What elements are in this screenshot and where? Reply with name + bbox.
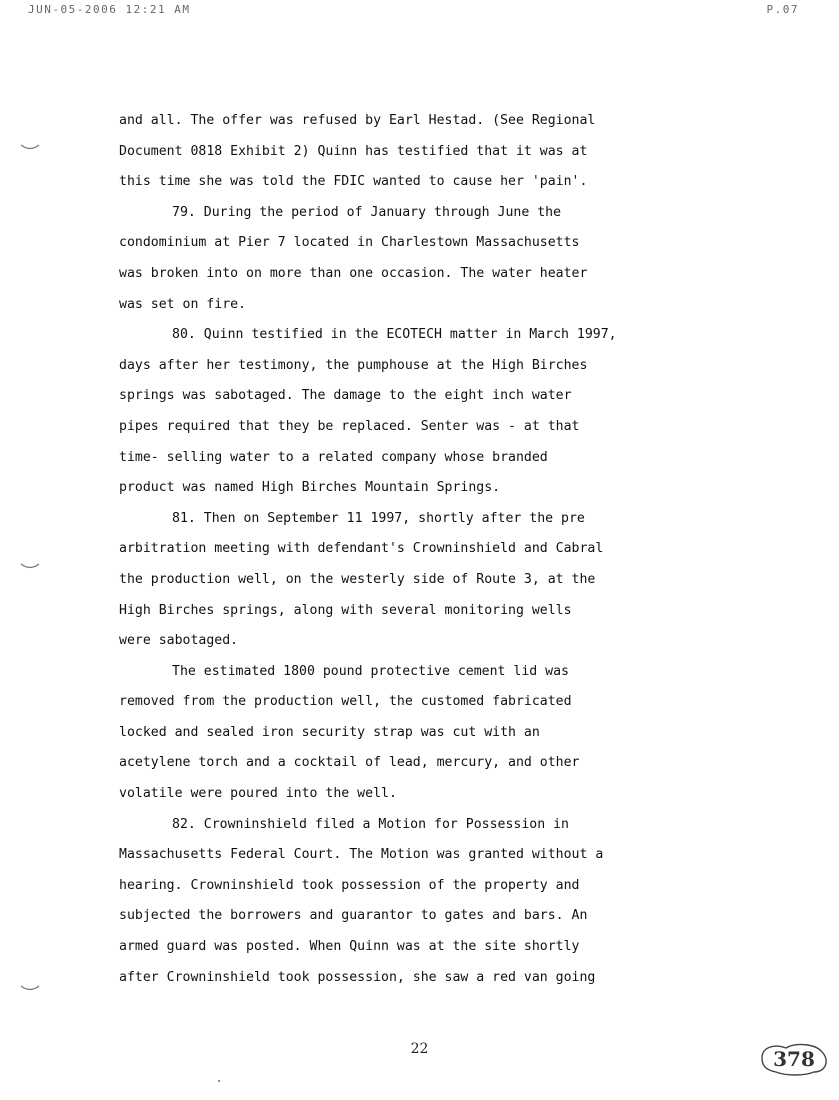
paragraph-81: 81. Then on September 11 1997, shortly after the pre arbitration meeting with defendant's Crowninshield and Cabral the production well, on the westerly side of Route 3, at the High Birches springs, along with several monitoring wells were sabotaged. xyxy=(119,510,604,649)
scan-speck xyxy=(218,1080,220,1082)
bates-stamp-number: 378 xyxy=(773,1047,815,1071)
binder-hole-mark-icon xyxy=(20,562,40,572)
fax-header xyxy=(28,3,799,17)
bates-stamp xyxy=(756,1038,832,1078)
document-body xyxy=(119,106,719,993)
fax-timestamp: JUN-05-2006 12:21 AM xyxy=(28,3,191,16)
paragraph-79: 79. During the period of January through June the condominium at Pier 7 located in Charlestown Massachusetts was broken into on more than one occasion. The water heater was set on fire. xyxy=(119,204,588,312)
paragraph-continuation: and all. The offer was refused by Earl Hestad. (See Regional Document 0818 Exhibit 2) Quinn has testified that it was at this time she was told the FDIC wanted to cause her 'pain'. xyxy=(119,113,596,190)
binder-hole-mark-icon xyxy=(20,143,40,153)
page-number: 22 xyxy=(410,1041,429,1057)
paragraph-81-continued: The estimated 1800 pound protective cement lid was removed from the production well, the customed fabricated locked and sealed iron security strap was cut with an acetylene torch and a cocktail of lead, mercury, and other volatile were poured into the well. xyxy=(119,663,580,802)
paragraph-80: 80. Quinn testified in the ECOTECH matter in March 1997, days after her testimony, the pumphouse at the High Birches springs was sabotaged. The damage to the eight inch water pipes required that they be replaced. Senter was - at that time- selling water to a related company whose branded product was named High Birches Mountain Springs. xyxy=(119,327,617,496)
binder-hole-mark-icon xyxy=(20,984,40,994)
fax-page-number: P.07 xyxy=(766,3,799,16)
paragraph-82: 82. Crowninshield filed a Motion for Possession in Massachusetts Federal Court. The Motion was granted without a hearing. Crowninshield took possession of the property and subjected the borrowers and guarantor to gates and bars. An armed guard was posted. When Quinn was at the site shortly after Crowninshield took possession, she saw a red van going xyxy=(119,816,604,985)
